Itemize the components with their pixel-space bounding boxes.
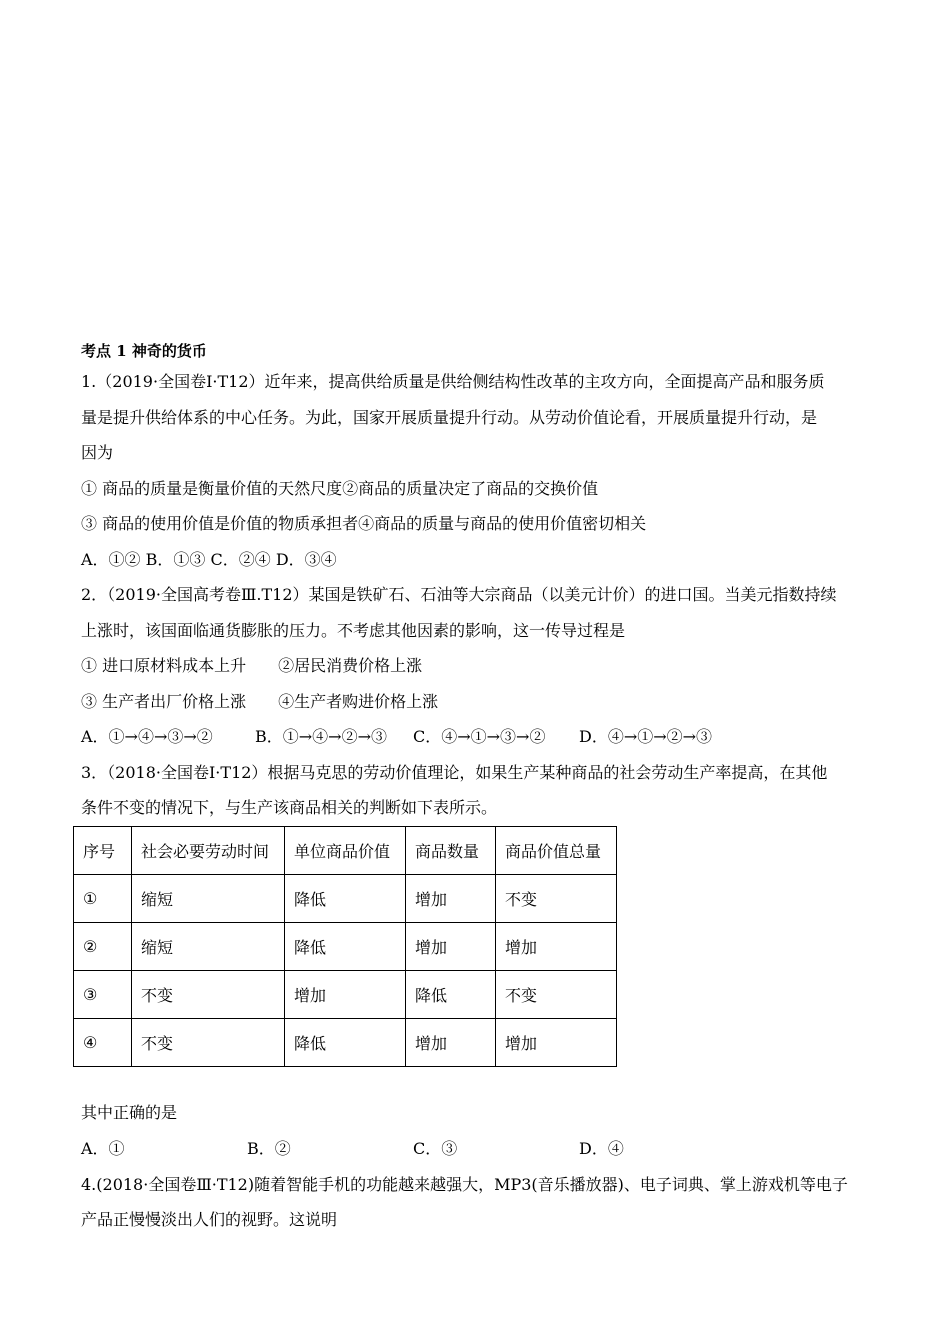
question-4 (81, 1167, 881, 1238)
q1-line: 1.（2019·全国卷Ⅰ·T12）近年来，提高供给质量是供给侧结构性改革的主攻方向，全面提高产品和服务质 (81, 372, 825, 391)
q3-option-a: A．① (81, 1138, 125, 1158)
q2-line: 上涨时，该国面临通货膨胀的压力。不考虑其他因素的影响，这一传导过程是 (81, 620, 626, 640)
table-cell: 降低 (285, 923, 406, 971)
q2-statements-row-1 (81, 648, 881, 684)
table-cell: 不变 (496, 971, 617, 1019)
table-cell: 增加 (406, 923, 496, 971)
q2-line: 2．（2019·全国高考卷Ⅲ.T12）某国是铁矿石、石油等大宗商品（以美元计价）的进口国。当美元指数持续 (81, 585, 837, 604)
question-1 (81, 364, 881, 577)
q2-option-a: A．①→④→③→② (81, 727, 213, 746)
document-body (81, 338, 881, 826)
question-3-intro (81, 755, 881, 826)
section-title: 考点 1 神奇的货币 (81, 342, 207, 360)
table-cell: 增加 (496, 1019, 617, 1067)
q3-line: 3．（2018·全国卷Ⅰ·T12）根据马克思的劳动价值理论，如果生产某种商品的社会劳动生产率提高，在其他 (81, 762, 828, 782)
table-header-cell: 序号 (74, 827, 132, 875)
q1-statement: ① 商品的质量是衡量价值的天然尺度②商品的质量决定了商品的交换价值 (81, 478, 599, 498)
table-cell: 降低 (285, 875, 406, 923)
q1-options: A．①② B．①③ C．②④ D．③④ (81, 549, 337, 569)
table-cell: 降低 (406, 971, 496, 1019)
q2-option-c: C．④→①→③→② (413, 727, 546, 746)
q2-statement: ②居民消费价格上涨 (278, 656, 423, 675)
table-row (74, 923, 617, 971)
table-cell: 缩短 (132, 923, 285, 971)
table-cell: ① (74, 875, 132, 923)
question-2 (81, 577, 881, 755)
table-cell: ④ (74, 1019, 132, 1067)
q2-option-b: B．①→④→②→③ (255, 727, 387, 746)
q4-line: 4.(2018·全国卷Ⅲ·T12)随着智能手机的功能越来越强大，MP3(音乐播放器)、电子词典、掌上游戏机等电子 (81, 1174, 848, 1194)
q3-option-c: C．③ (413, 1138, 458, 1158)
table-cell: 增加 (406, 1019, 496, 1067)
table-cell: 增加 (496, 923, 617, 971)
q4-line: 产品正慢慢淡出人们的视野。这说明 (81, 1210, 338, 1229)
table-cell: ③ (74, 971, 132, 1019)
q3-question: 其中正确的是 (81, 1103, 178, 1122)
q3-option-d: D．④ (579, 1138, 624, 1158)
q2-statement: ① 进口原材料成本上升 (81, 656, 247, 675)
table-header-row (74, 827, 617, 875)
table-cell: 不变 (132, 971, 285, 1019)
table-cell: 降低 (285, 1019, 406, 1067)
q3-option-b: B．② (247, 1138, 291, 1158)
q3-table (73, 826, 617, 1067)
table-cell: 增加 (285, 971, 406, 1019)
q2-option-d: D．④→①→②→③ (579, 727, 713, 746)
q1-statement: ③ 商品的使用价值是价值的物质承担者④商品的质量与商品的使用价值密切相关 (81, 514, 647, 533)
q3-line: 条件不变的情况下，与生产该商品相关的判断如下表所示。 (81, 798, 498, 817)
table-cell: 不变 (496, 875, 617, 923)
q1-line: 量是提升供给体系的中心任务。为此，国家开展质量提升行动。从劳动价值论看，开展质量提升行动，是 (81, 407, 818, 427)
table-cell: 缩短 (132, 875, 285, 923)
q1-line: 因为 (81, 443, 114, 462)
q2-statement: ③ 生产者出厂价格上涨 (81, 691, 247, 711)
q2-options (81, 719, 881, 755)
q3-options (81, 1131, 881, 1167)
table-row (74, 875, 617, 923)
table-cell: 增加 (406, 875, 496, 923)
table-row (74, 1019, 617, 1067)
table-header-cell: 单位商品价值 (285, 827, 406, 875)
table-header-cell: 商品数量 (406, 827, 496, 875)
q2-statement: ④生产者购进价格上涨 (278, 691, 439, 711)
document-body-continued (81, 1095, 881, 1238)
table-cell: ② (74, 923, 132, 971)
table-row (74, 971, 617, 1019)
q2-statements-row-2 (81, 684, 881, 720)
table-cell: 不变 (132, 1019, 285, 1067)
table-header-cell: 商品价值总量 (496, 827, 617, 875)
table-header-cell: 社会必要劳动时间 (132, 827, 285, 875)
